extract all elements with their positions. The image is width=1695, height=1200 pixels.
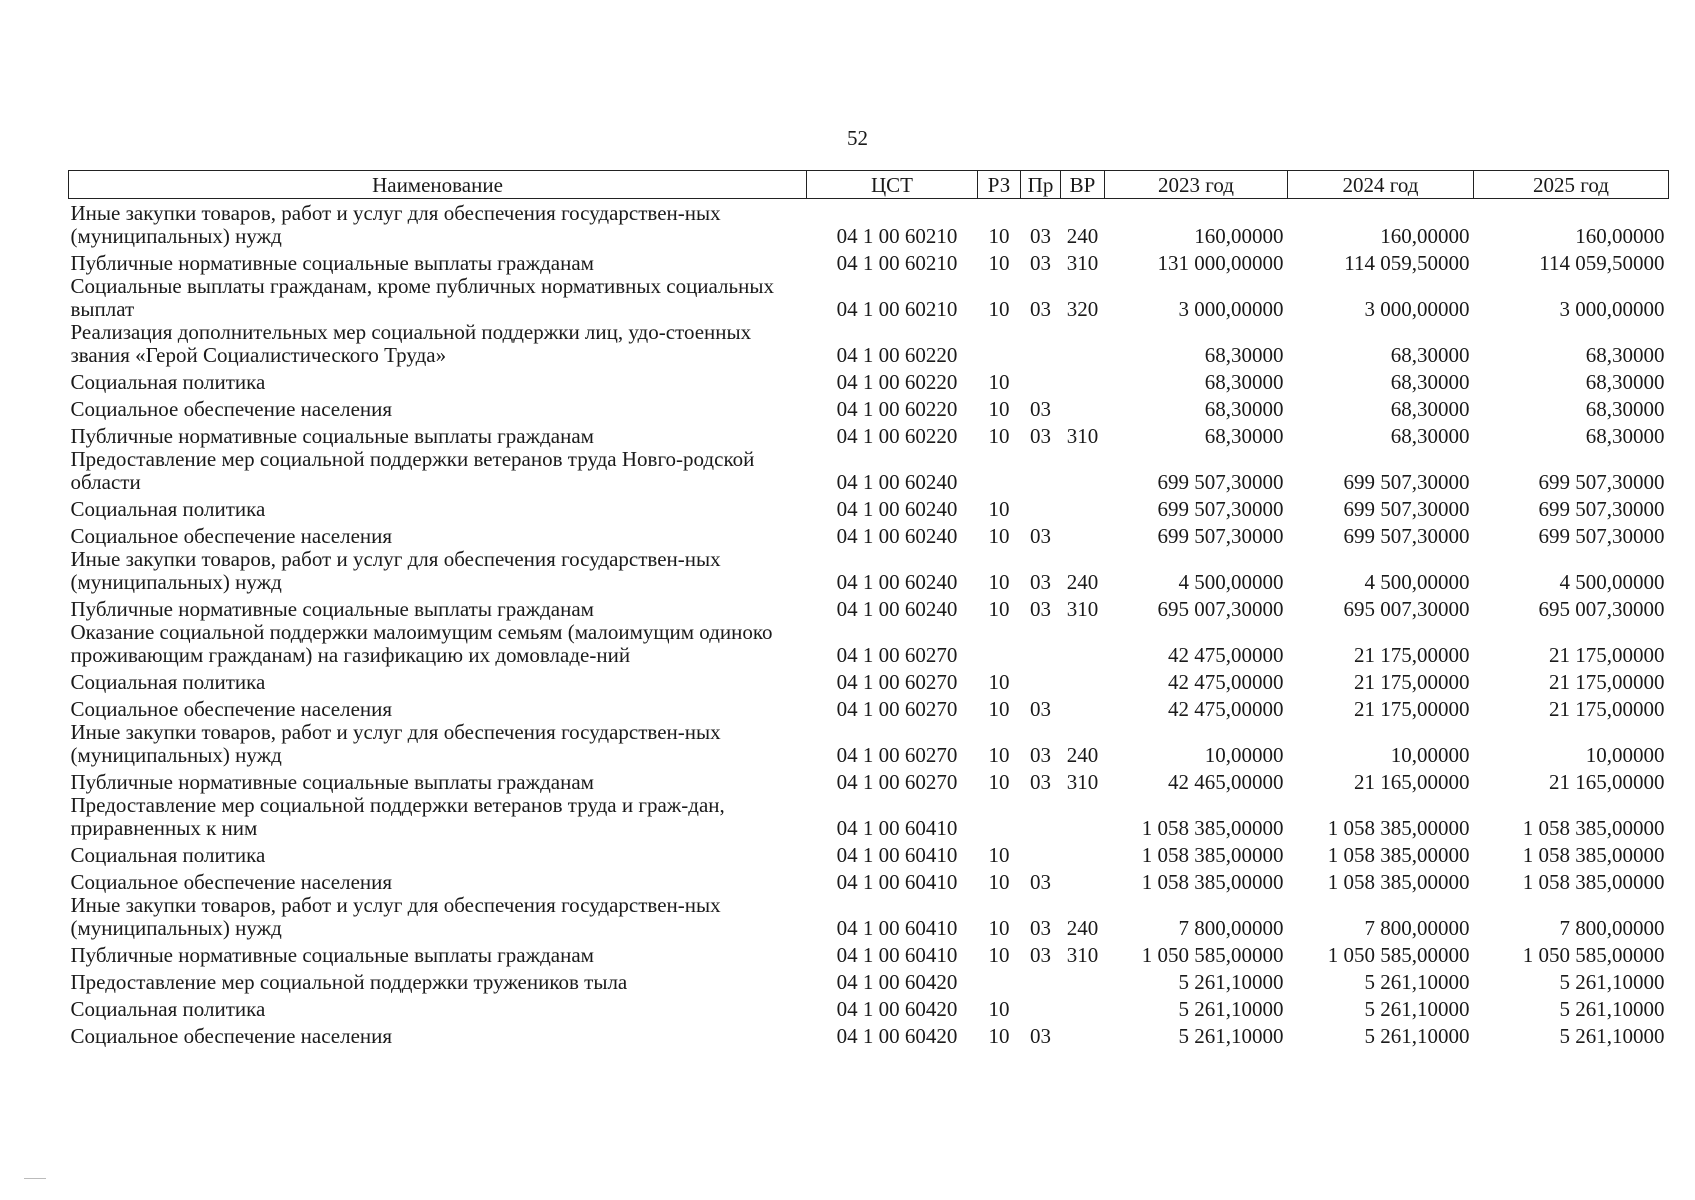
cell-vr: 310	[1066, 424, 1099, 448]
cell-pr	[1021, 321, 1061, 367]
cell-rz: 10	[988, 251, 1010, 275]
cell-cst: 04 1 00 60270	[836, 770, 958, 794]
cell-pr: 03	[1030, 1024, 1051, 1048]
cell-rz	[978, 794, 1021, 840]
cell-2025: 1 058 385,00000	[1522, 870, 1665, 894]
cell-vr	[1061, 321, 1105, 367]
header-vr: ВР	[1061, 171, 1105, 199]
cell-2024: 10,00000	[1390, 743, 1470, 767]
table-body	[69, 199, 1669, 1049]
cell-2023: 1 050 585,00000	[1141, 943, 1284, 967]
cell-name: Социальное обеспечение населения	[70, 870, 393, 894]
cell-rz: 10	[988, 370, 1010, 394]
header-rz: РЗ	[978, 171, 1021, 199]
table-header-row	[69, 171, 1669, 199]
cell-2023: 68,30000	[1204, 397, 1284, 421]
cell-2023: 5 261,10000	[1178, 1024, 1284, 1048]
cell-2024: 1 058 385,00000	[1327, 870, 1470, 894]
cell-rz	[978, 321, 1021, 367]
cell-pr	[1021, 621, 1061, 667]
cell-pr: 03	[1030, 770, 1051, 794]
cell-2024: 7 800,00000	[1364, 916, 1470, 940]
cell-2025: 114 059,50000	[1539, 251, 1665, 275]
cell-vr	[1061, 694, 1105, 721]
cell-rz: 10	[988, 497, 1010, 521]
table-row	[69, 321, 1669, 367]
cell-2025: 7 800,00000	[1559, 916, 1665, 940]
cell-name: Иные закупки товаров, работ и услуг для обеспечения государствен-ных (муниципальных) нужд	[70, 201, 721, 248]
cell-vr: 320	[1066, 297, 1099, 321]
cell-cst: 04 1 00 60240	[836, 570, 958, 594]
cell-vr: 310	[1066, 251, 1099, 275]
cell-2025: 160,00000	[1575, 224, 1665, 248]
cell-2023: 160,00000	[1194, 224, 1284, 248]
cell-name: Предоставление мер социальной поддержки ветеранов труда и граж-дан, приравненных к ним	[70, 793, 725, 840]
cell-cst: 04 1 00 60210	[836, 297, 958, 321]
table-row	[69, 767, 1669, 794]
cell-2025: 21 165,00000	[1549, 770, 1665, 794]
cell-2023: 1 058 385,00000	[1141, 816, 1284, 840]
cell-rz: 10	[988, 943, 1010, 967]
cell-name: Иные закупки товаров, работ и услуг для обеспечения государствен-ных (муниципальных) нужд	[70, 720, 721, 767]
table-row	[69, 1021, 1669, 1048]
cell-2025: 5 261,10000	[1559, 997, 1665, 1021]
cell-name: Социальное обеспечение населения	[70, 397, 393, 421]
cell-2025: 21 175,00000	[1549, 643, 1665, 667]
cell-2024: 21 165,00000	[1354, 770, 1470, 794]
cell-2024: 68,30000	[1390, 343, 1470, 367]
cell-2024: 21 175,00000	[1354, 670, 1470, 694]
cell-2025: 68,30000	[1585, 370, 1665, 394]
cell-pr	[1021, 994, 1061, 1021]
table-row	[69, 421, 1669, 448]
cell-2025: 3 000,00000	[1559, 297, 1665, 321]
cell-2024: 68,30000	[1390, 397, 1470, 421]
cell-2023: 68,30000	[1204, 343, 1284, 367]
cell-2023: 42 475,00000	[1168, 697, 1284, 721]
cell-vr: 310	[1066, 597, 1099, 621]
cell-cst: 04 1 00 60410	[836, 870, 958, 894]
cell-rz: 10	[988, 697, 1010, 721]
table-row	[69, 894, 1669, 940]
cell-2025: 695 007,30000	[1538, 597, 1665, 621]
cell-vr: 240	[1066, 224, 1099, 248]
cell-2025: 1 058 385,00000	[1522, 816, 1665, 840]
cell-pr: 03	[1030, 943, 1051, 967]
cell-2024: 5 261,10000	[1364, 970, 1470, 994]
cell-vr: 240	[1066, 916, 1099, 940]
cell-vr	[1061, 840, 1105, 867]
cell-2023: 7 800,00000	[1178, 916, 1284, 940]
cell-2025: 10,00000	[1585, 743, 1665, 767]
cell-rz: 10	[988, 997, 1010, 1021]
cell-2023: 68,30000	[1204, 424, 1284, 448]
cell-name: Реализация дополнительных мер социальной поддержки лиц, удо-стоенных звания «Герой Социалистического Труда»	[70, 320, 752, 367]
cell-vr	[1061, 621, 1105, 667]
cell-2023: 131 000,00000	[1157, 251, 1284, 275]
cell-name: Социальная политика	[70, 843, 266, 867]
cell-pr	[1021, 367, 1061, 394]
cell-2024: 68,30000	[1390, 424, 1470, 448]
cell-pr: 03	[1030, 524, 1051, 548]
cell-2025: 68,30000	[1585, 343, 1665, 367]
table-row	[69, 667, 1669, 694]
cell-name: Предоставление мер социальной поддержки ветеранов труда Новго-родской области	[70, 447, 755, 494]
cell-vr	[1061, 1021, 1105, 1048]
cell-2023: 68,30000	[1204, 370, 1284, 394]
cell-pr: 03	[1030, 916, 1051, 940]
cell-name: Социальная политика	[70, 670, 266, 694]
page-number: 52	[847, 126, 868, 150]
cell-vr: 240	[1066, 743, 1099, 767]
table-row	[69, 694, 1669, 721]
cell-2023: 10,00000	[1204, 743, 1284, 767]
table-row	[69, 967, 1669, 994]
table-row	[69, 721, 1669, 767]
table-row	[69, 940, 1669, 967]
cell-rz: 10	[988, 916, 1010, 940]
table-row	[69, 994, 1669, 1021]
cell-vr	[1061, 794, 1105, 840]
cell-pr: 03	[1030, 424, 1051, 448]
header-name: Наименование	[69, 171, 807, 199]
table-row	[69, 494, 1669, 521]
cell-pr	[1021, 448, 1061, 494]
cell-name: Оказание социальной поддержки малоимущим семьям (малоимущим одиноко проживающим гражданам) на газификацию их домовладе-ний	[70, 620, 773, 667]
cell-2025: 699 507,30000	[1538, 497, 1665, 521]
cell-2023: 5 261,10000	[1178, 970, 1284, 994]
cell-2025: 21 175,00000	[1549, 670, 1665, 694]
cell-2024: 4 500,00000	[1364, 570, 1470, 594]
cell-name: Предоставление мер социальной поддержки тружеников тыла	[70, 970, 628, 994]
cell-2025: 4 500,00000	[1559, 570, 1665, 594]
header-cst: ЦСТ	[807, 171, 978, 199]
cell-pr	[1021, 840, 1061, 867]
cell-pr	[1021, 967, 1061, 994]
cell-2024: 1 058 385,00000	[1327, 816, 1470, 840]
cell-2025: 699 507,30000	[1538, 524, 1665, 548]
cell-name: Социальное обеспечение населения	[70, 524, 393, 548]
cell-vr	[1061, 448, 1105, 494]
cell-2023: 1 058 385,00000	[1141, 870, 1284, 894]
cell-pr	[1021, 494, 1061, 521]
cell-2025: 1 058 385,00000	[1522, 843, 1665, 867]
cell-2025: 5 261,10000	[1559, 970, 1665, 994]
cell-vr: 240	[1066, 570, 1099, 594]
cell-name: Иные закупки товаров, работ и услуг для обеспечения государствен-ных (муниципальных) нужд	[70, 893, 721, 940]
cell-2024: 114 059,50000	[1344, 251, 1470, 275]
cell-cst: 04 1 00 60220	[836, 397, 958, 421]
cell-cst: 04 1 00 60270	[836, 643, 958, 667]
cell-2023: 699 507,30000	[1157, 524, 1284, 548]
cell-vr	[1061, 994, 1105, 1021]
cell-cst: 04 1 00 60240	[836, 497, 958, 521]
cell-2024: 68,30000	[1390, 370, 1470, 394]
cell-pr: 03	[1030, 697, 1051, 721]
cell-2023: 699 507,30000	[1157, 470, 1284, 494]
cell-cst: 04 1 00 60210	[836, 251, 958, 275]
cell-cst: 04 1 00 60240	[836, 524, 958, 548]
cell-rz: 10	[988, 570, 1010, 594]
cell-2025: 5 261,10000	[1559, 1024, 1665, 1048]
cell-rz	[978, 448, 1021, 494]
cell-pr: 03	[1030, 570, 1051, 594]
cell-name: Социальные выплаты гражданам, кроме публичных нормативных социальных выплат	[70, 274, 774, 321]
cell-rz: 10	[988, 224, 1010, 248]
cell-2023: 3 000,00000	[1178, 297, 1284, 321]
cell-rz: 10	[988, 397, 1010, 421]
cell-cst: 04 1 00 60410	[836, 843, 958, 867]
cell-rz: 10	[988, 843, 1010, 867]
cell-cst: 04 1 00 60420	[836, 1024, 958, 1048]
header-pr: Пр	[1021, 171, 1061, 199]
cell-cst: 04 1 00 60220	[836, 343, 958, 367]
cell-2023: 695 007,30000	[1157, 597, 1284, 621]
cell-2025: 68,30000	[1585, 397, 1665, 421]
cell-name: Социальная политика	[70, 997, 266, 1021]
table-row	[69, 621, 1669, 667]
cell-2025: 699 507,30000	[1538, 470, 1665, 494]
cell-vr	[1061, 521, 1105, 548]
cell-name: Публичные нормативные социальные выплаты гражданам	[70, 597, 594, 621]
cell-name: Социальная политика	[70, 370, 266, 394]
cell-vr	[1061, 367, 1105, 394]
cell-vr: 310	[1066, 770, 1099, 794]
cell-rz: 10	[988, 1024, 1010, 1048]
cell-rz: 10	[988, 597, 1010, 621]
cell-2024: 699 507,30000	[1343, 470, 1470, 494]
cell-cst: 04 1 00 60410	[836, 943, 958, 967]
table-row	[69, 594, 1669, 621]
cell-2024: 3 000,00000	[1364, 297, 1470, 321]
cell-vr	[1061, 394, 1105, 421]
cell-2023: 42 465,00000	[1168, 770, 1284, 794]
cell-2024: 21 175,00000	[1354, 697, 1470, 721]
cell-pr: 03	[1030, 743, 1051, 767]
cell-pr: 03	[1030, 397, 1051, 421]
cell-rz: 10	[988, 743, 1010, 767]
table-row	[69, 248, 1669, 275]
cell-name: Социальная политика	[70, 497, 266, 521]
cell-cst: 04 1 00 60210	[836, 224, 958, 248]
table-row	[69, 548, 1669, 594]
scan-mark	[24, 1178, 46, 1179]
cell-name: Публичные нормативные социальные выплаты гражданам	[70, 251, 594, 275]
cell-cst: 04 1 00 60240	[836, 597, 958, 621]
header-2023: 2023 год	[1105, 171, 1288, 199]
cell-cst: 04 1 00 60410	[836, 916, 958, 940]
cell-2025: 1 050 585,00000	[1522, 943, 1665, 967]
budget-table	[68, 170, 1669, 1048]
cell-cst: 04 1 00 60240	[836, 470, 958, 494]
table-row	[69, 840, 1669, 867]
table-row	[69, 521, 1669, 548]
cell-2024: 699 507,30000	[1343, 497, 1470, 521]
cell-2024: 1 058 385,00000	[1327, 843, 1470, 867]
cell-pr	[1021, 667, 1061, 694]
cell-cst: 04 1 00 60270	[836, 697, 958, 721]
cell-vr	[1061, 867, 1105, 894]
cell-pr: 03	[1030, 251, 1051, 275]
cell-2023: 42 475,00000	[1168, 643, 1284, 667]
cell-2023: 699 507,30000	[1157, 497, 1284, 521]
table-row	[69, 867, 1669, 894]
cell-name: Социальное обеспечение населения	[70, 1024, 393, 1048]
cell-2024: 699 507,30000	[1343, 524, 1470, 548]
cell-pr	[1021, 794, 1061, 840]
cell-cst: 04 1 00 60270	[836, 670, 958, 694]
cell-cst: 04 1 00 60420	[836, 970, 958, 994]
cell-rz: 10	[988, 770, 1010, 794]
cell-2023: 4 500,00000	[1178, 570, 1284, 594]
cell-2025: 68,30000	[1585, 424, 1665, 448]
table-row	[69, 394, 1669, 421]
cell-name: Социальное обеспечение населения	[70, 697, 393, 721]
cell-rz	[978, 967, 1021, 994]
cell-cst: 04 1 00 60270	[836, 743, 958, 767]
cell-cst: 04 1 00 60220	[836, 424, 958, 448]
cell-2024: 160,00000	[1380, 224, 1470, 248]
cell-2024: 5 261,10000	[1364, 1024, 1470, 1048]
table-row	[69, 448, 1669, 494]
header-2025: 2025 год	[1474, 171, 1669, 199]
cell-rz: 10	[988, 424, 1010, 448]
table-row	[69, 367, 1669, 394]
cell-2024: 21 175,00000	[1354, 643, 1470, 667]
table-row	[69, 199, 1669, 249]
cell-2023: 42 475,00000	[1168, 670, 1284, 694]
cell-name: Публичные нормативные социальные выплаты гражданам	[70, 424, 594, 448]
cell-2024: 695 007,30000	[1343, 597, 1470, 621]
cell-rz	[978, 621, 1021, 667]
cell-vr: 310	[1066, 943, 1099, 967]
cell-cst: 04 1 00 60220	[836, 370, 958, 394]
cell-name: Иные закупки товаров, работ и услуг для обеспечения государствен-ных (муниципальных) нужд	[70, 547, 721, 594]
cell-vr	[1061, 494, 1105, 521]
cell-2024: 1 050 585,00000	[1327, 943, 1470, 967]
cell-2025: 21 175,00000	[1549, 697, 1665, 721]
cell-2023: 1 058 385,00000	[1141, 843, 1284, 867]
cell-cst: 04 1 00 60420	[836, 997, 958, 1021]
cell-pr: 03	[1030, 224, 1051, 248]
cell-2024: 5 261,10000	[1364, 997, 1470, 1021]
cell-vr	[1061, 667, 1105, 694]
cell-cst: 04 1 00 60410	[836, 816, 958, 840]
cell-pr: 03	[1030, 870, 1051, 894]
cell-rz: 10	[988, 670, 1010, 694]
table-row	[69, 794, 1669, 840]
cell-pr: 03	[1030, 597, 1051, 621]
cell-name: Публичные нормативные социальные выплаты гражданам	[70, 943, 594, 967]
table-row	[69, 275, 1669, 321]
header-2024: 2024 год	[1288, 171, 1474, 199]
cell-name: Публичные нормативные социальные выплаты гражданам	[70, 770, 594, 794]
cell-pr: 03	[1030, 297, 1051, 321]
cell-rz: 10	[988, 297, 1010, 321]
cell-rz: 10	[988, 870, 1010, 894]
cell-vr	[1061, 967, 1105, 994]
cell-rz: 10	[988, 524, 1010, 548]
cell-2023: 5 261,10000	[1178, 997, 1284, 1021]
